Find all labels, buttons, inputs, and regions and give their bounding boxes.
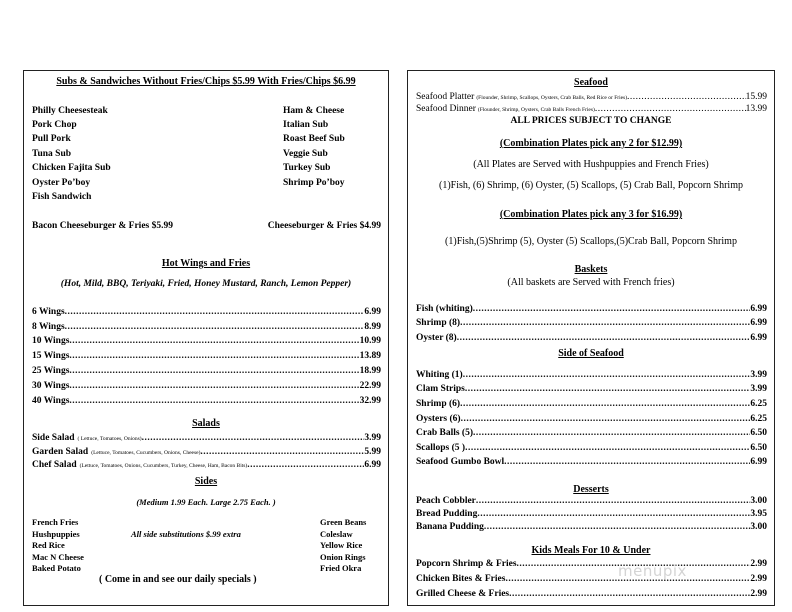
price-row: Oyster (8) ..... 6.99 bbox=[416, 333, 767, 343]
menu-item: Veggie Sub bbox=[283, 149, 328, 159]
baskets-title: Baskets bbox=[574, 264, 608, 275]
price-row: Seafood Gumbo Bowl ..... 6.99 bbox=[416, 457, 767, 467]
combo-served-note: (All Plates are Served with Hushpuppies and French Fries) bbox=[473, 159, 709, 170]
menu-item: Roast Beef Sub bbox=[283, 134, 345, 144]
price-row: Side Salad ( Lettuce, Tomatoes, Onions) ..... 3.99 bbox=[32, 433, 381, 443]
price-row: 30 Wings ..... 22.99 bbox=[32, 381, 381, 391]
menu-item: Pull Pork bbox=[32, 134, 71, 144]
price-row: Whiting (1) ..... 3.99 bbox=[416, 370, 767, 380]
menu-item: Pork Chop bbox=[32, 120, 77, 130]
kids-meals-title: Kids Meals For 10 & Under bbox=[531, 545, 651, 556]
side-item: Hushpuppies bbox=[32, 529, 80, 539]
price-row: Popcorn Shrimp & Fries ..... 2.99 bbox=[416, 559, 767, 569]
subs-header: Subs & Sandwiches Without Fries/Chips $5.99 With Fries/Chips $6.99 bbox=[56, 76, 356, 87]
price-row: Scallops (5 ) ..... 6.50 bbox=[416, 443, 767, 453]
price-row: Grilled Cheese & Fries ..... 2.99 bbox=[416, 589, 767, 599]
price-row: 8 Wings ..... 8.99 bbox=[32, 322, 381, 332]
price-row: Oysters (6) ..... 6.25 bbox=[416, 414, 767, 424]
side-seafood-title: Side of Seafood bbox=[558, 348, 624, 359]
side-item: Red Rice bbox=[32, 540, 65, 550]
price-row: Bread Pudding ..... 3.95 bbox=[416, 509, 767, 519]
side-item: Green Beans bbox=[320, 517, 367, 527]
side-item: Yellow Rice bbox=[320, 540, 363, 550]
price-row: 40 Wings ..... 32.99 bbox=[32, 396, 381, 406]
price-row: Peach Cobbler ..... 3.00 bbox=[416, 496, 767, 506]
menu-item: Fish Sandwich bbox=[32, 192, 92, 202]
menu-item: Chicken Fajita Sub bbox=[32, 163, 111, 173]
price-row: Chef Salad (Lettuce, Tomatoes, Onions, Cucumbers, Turkey, Cheese, Ham, Bacon Bits) ..... 6.99 bbox=[32, 460, 381, 470]
menu-item: Shrimp Po’boy bbox=[283, 178, 345, 188]
side-item: Baked Potato bbox=[32, 563, 81, 573]
desserts-title: Desserts bbox=[573, 484, 609, 495]
price-row: Shrimp (6) ..... 6.25 bbox=[416, 399, 767, 409]
side-item: French Fries bbox=[32, 517, 79, 527]
price-row: Seafood Dinner (Flounder, Shrimp, Oysters, Crab Balls French Fries) ..... 13.99 bbox=[416, 104, 767, 114]
price-row: Seafood Platter (Flounder, Shrimp, Scallops, Oysters, Crab Balls, Red Rice or Fries) ..... 15.99 bbox=[416, 92, 767, 102]
wings-flavors: (Hot, Mild, BBQ, Teriyaki, Fried, Honey Mustard, Ranch, Lemon Pepper) bbox=[60, 279, 352, 289]
menu-item: Oyster Po’boy bbox=[32, 178, 91, 188]
price-row: Fish (whiting) ..... 6.99 bbox=[416, 304, 767, 314]
side-item: Mac N Cheese bbox=[32, 552, 84, 562]
bacon-cheeseburger: Bacon Cheeseburger & Fries $5.99 bbox=[32, 221, 173, 231]
side-item: Onion Rings bbox=[320, 552, 366, 562]
combo2-title: (Combination Plates pick any 2 for $12.99) bbox=[499, 138, 683, 149]
price-row: 15 Wings ..... 13.89 bbox=[32, 351, 381, 361]
price-row: Crab Balls (5) ..... 6.50 bbox=[416, 428, 767, 438]
menu-item: Philly Cheesesteak bbox=[32, 106, 108, 116]
price-row: Garden Salad (Lettuce, Tomatoes, Cucumbers, Onions, Cheese) ..... 5.99 bbox=[32, 447, 381, 457]
baskets-note: (All baskets are Served with French fries) bbox=[507, 277, 675, 288]
sides-substitution-note: All side substitutions $.99 extra bbox=[131, 529, 241, 539]
sides-price-note: (Medium 1.99 Each. Large 2.75 Each. ) bbox=[136, 497, 276, 507]
right-menu-panel bbox=[407, 70, 775, 606]
side-item: Fried Okra bbox=[320, 563, 362, 573]
menu-item: Tuna Sub bbox=[32, 149, 72, 159]
menu-item: Ham & Cheese bbox=[283, 106, 345, 116]
daily-specials-note: ( Come in and see our daily specials ) bbox=[99, 574, 257, 585]
price-row: 6 Wings ..... 6.99 bbox=[32, 307, 381, 317]
menupix-watermark: menupix bbox=[618, 562, 687, 580]
combo3-title: (Combination Plates pick any 3 for $16.99) bbox=[499, 209, 683, 220]
price-row: Banana Pudding ..... 3.00 bbox=[416, 522, 767, 532]
salads-title: Salads bbox=[192, 418, 220, 429]
menu-item: Turkey Sub bbox=[283, 163, 331, 173]
price-notice: ALL PRICES SUBJECT TO CHANGE bbox=[510, 116, 672, 126]
price-row: Chicken Bites & Fries ..... 2.99 bbox=[416, 574, 767, 584]
price-row: Clam Strips ..... 3.99 bbox=[416, 384, 767, 394]
wings-title: Hot Wings and Fries bbox=[161, 258, 251, 269]
price-row: 25 Wings ..... 18.99 bbox=[32, 366, 381, 376]
side-item: Coleslaw bbox=[320, 529, 353, 539]
seafood-title: Seafood bbox=[574, 77, 608, 88]
price-row: 10 Wings ..... 10.99 bbox=[32, 336, 381, 346]
combo3-items: (1)Fish,(5)Shrimp (5), Oyster (5) Scallops,(5)Crab Ball, Popcorn Shrimp bbox=[445, 236, 737, 247]
combo2-items: (1)Fish, (6) Shrimp, (6) Oyster, (5) Scallops, (5) Crab Ball, Popcorn Shrimp bbox=[438, 180, 743, 191]
left-menu-panel bbox=[23, 70, 389, 606]
cheeseburger: Cheeseburger & Fries $4.99 bbox=[267, 221, 381, 231]
menu-item: Italian Sub bbox=[283, 120, 329, 130]
price-row: Shrimp (8) ..... 6.99 bbox=[416, 318, 767, 328]
sides-title: Sides bbox=[194, 476, 218, 487]
